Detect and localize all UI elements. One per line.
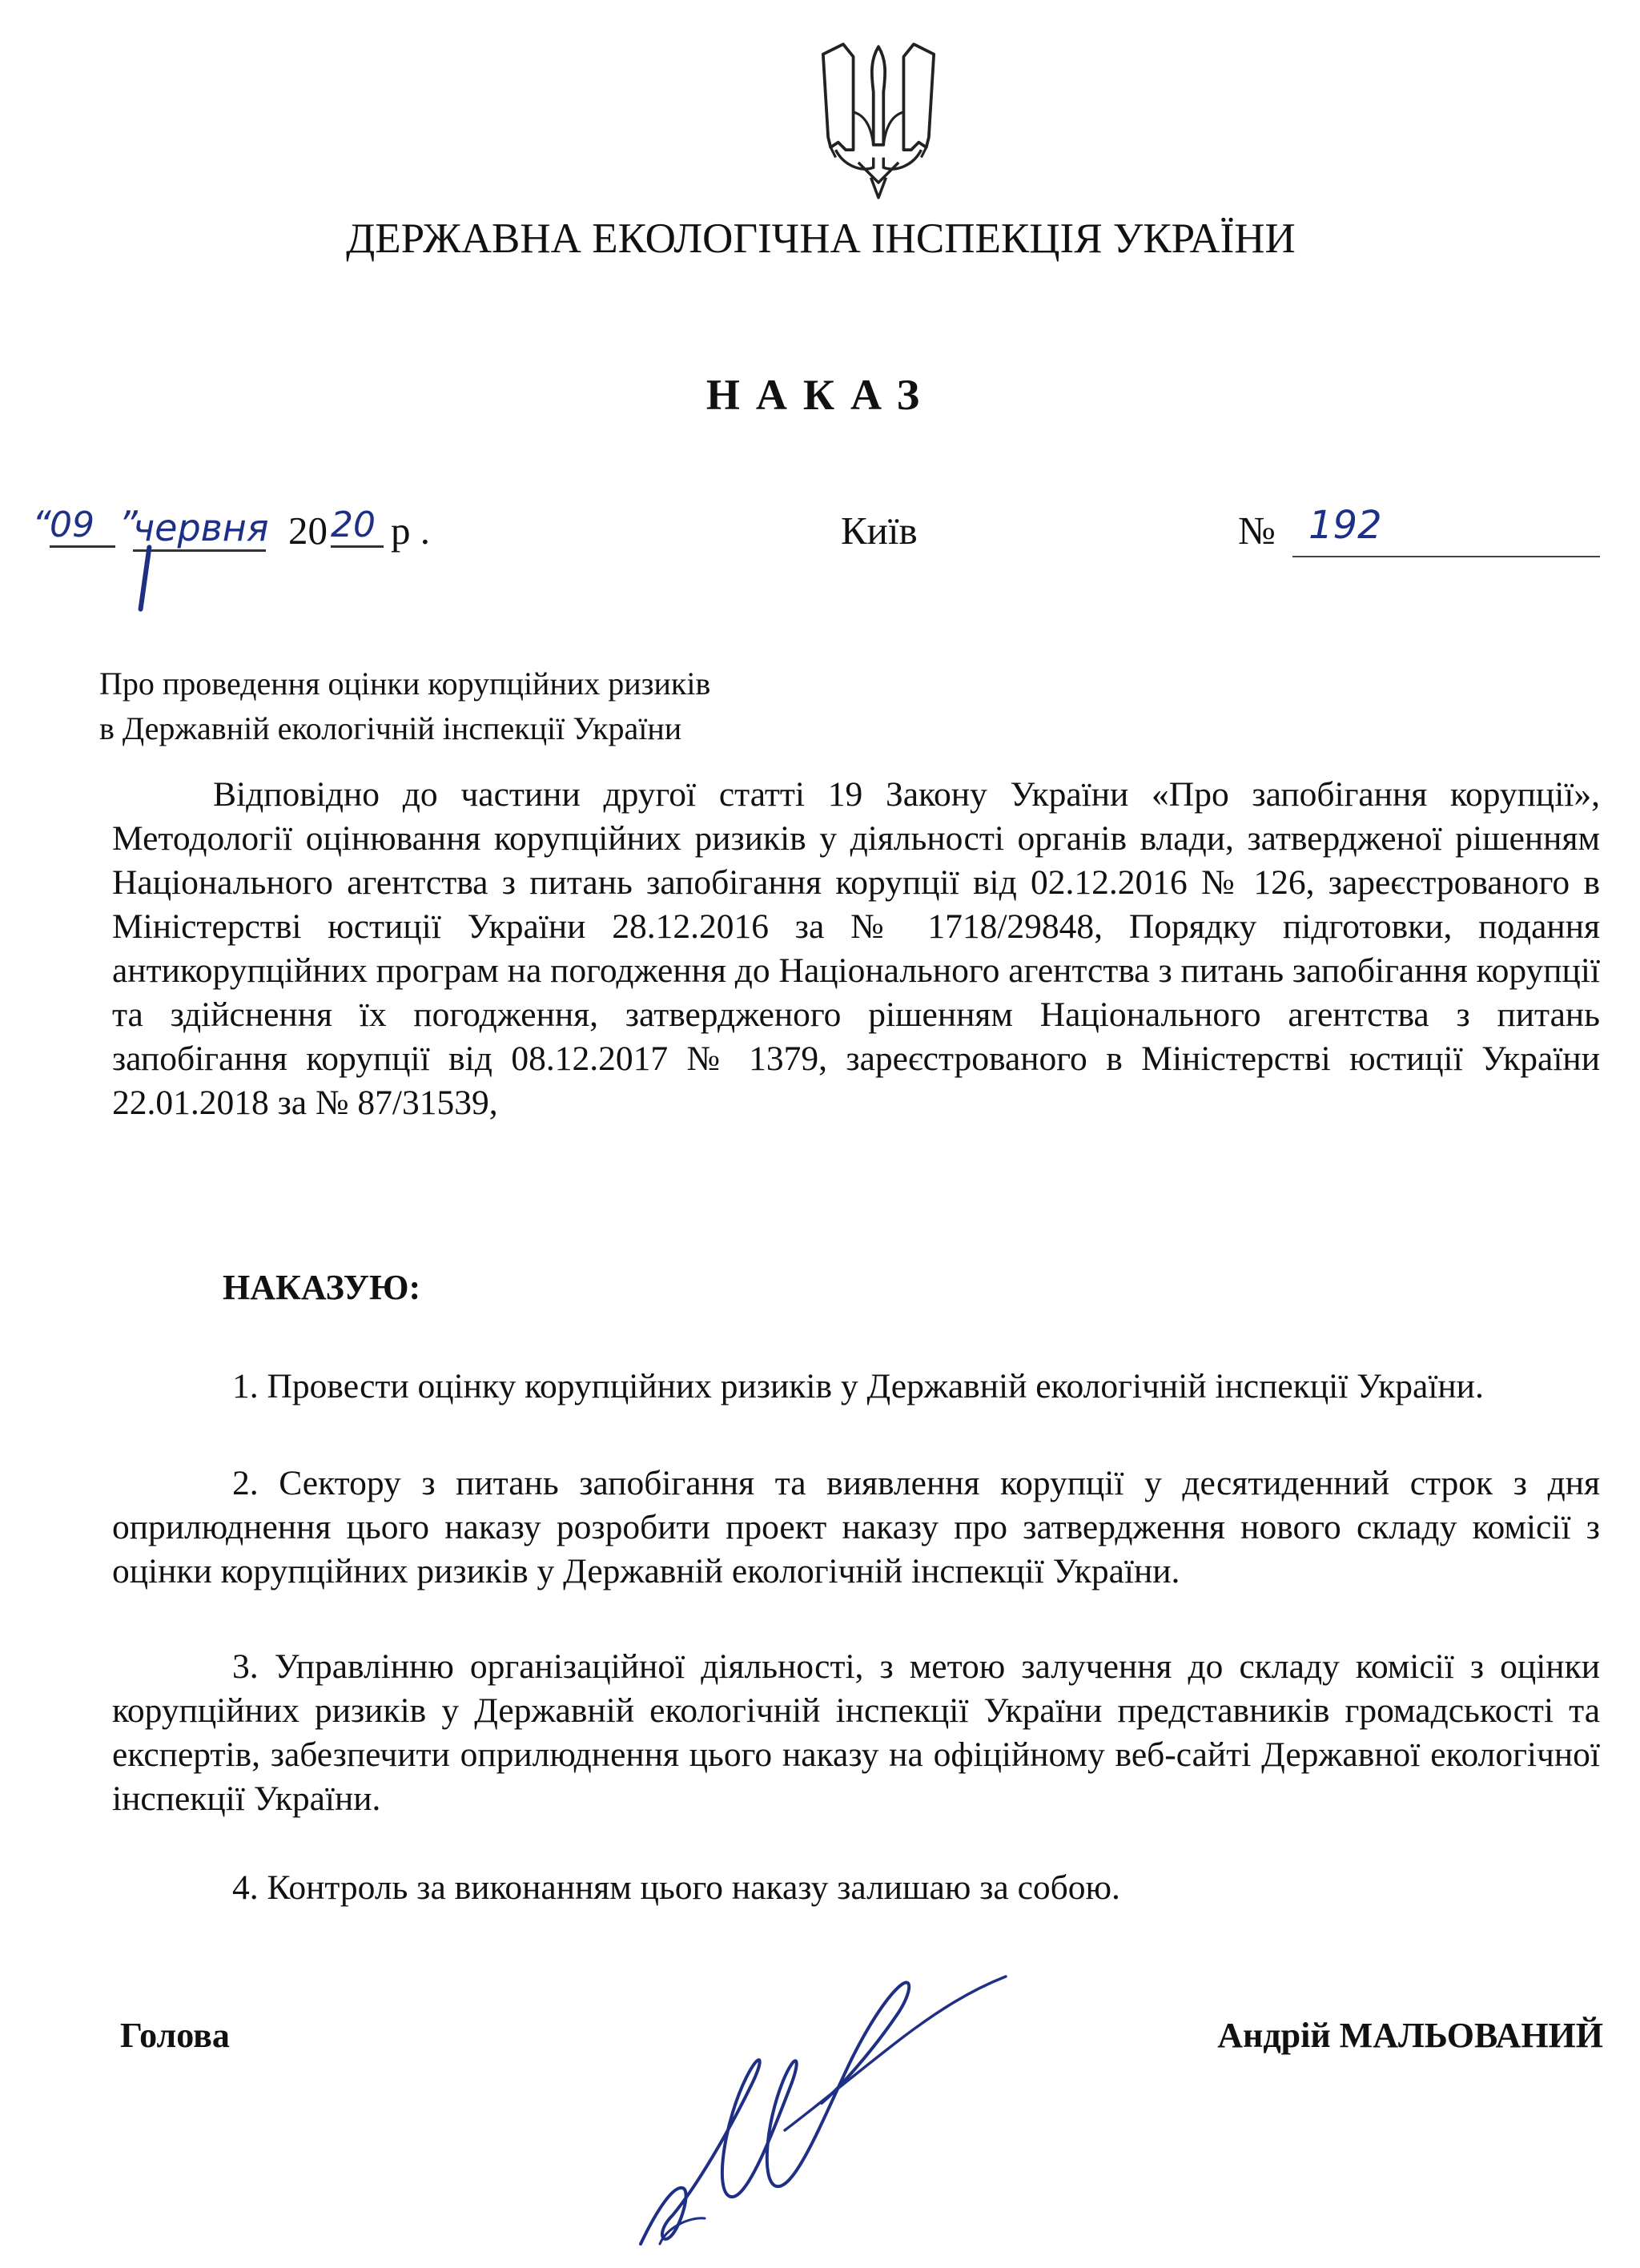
order-item: 3. Управлінню організаційної діяльності, з метою залучення до складу комісії з оцінки корупційних ризиків у Державній екологічній інспекції України представників громадськості та експертів, забезпечити оприлюднення цього наказу на офіційному веб-сайті Державної екологічної інспекції України. — [112, 1647, 1600, 1818]
order-item: 4. Контроль за виконанням цього наказу залишаю за собою. — [232, 1868, 1120, 1907]
date-year-marker: р . — [391, 509, 430, 553]
agency-name: ДЕРЖАВНА ЕКОЛОГІЧНА ІНСПЕКЦІЯ УКРАЇНИ — [346, 215, 1296, 262]
date-day: 09 — [50, 505, 115, 548]
handwritten-signature — [625, 1946, 1025, 2258]
date-month: червня — [133, 506, 266, 552]
subject-line: в Державній екологічній інспекції України — [99, 710, 682, 746]
order-item: 2. Сектору з питань запобігання та виявлення корупції у десятиденний строк з дня оприлюднення цього наказу розробити проект наказу про затвердження нового складу комісії з оцінки корупційних ризиків у Державній екологічній інспекції України. — [112, 1464, 1600, 1590]
order-subject — [99, 662, 710, 751]
order-number: 192 — [1308, 503, 1382, 548]
order-word: НАКАЗУЮ: — [223, 1268, 421, 1307]
order-number-field — [1292, 503, 1600, 557]
pen-stroke — [138, 545, 152, 612]
preamble-paragraph: Відповідно до частини другої статті 19 Закону України «Про запобігання корупції», Методології оцінювання корупційних ризиків у діяльності органів влади, затвердженої рішенням Національного агентства з питань запобігання корупції від 02.12.2016 № 126, зареєстрованого в Міністерстві юстиції України 28.12.2016 за № 1718/29848, Порядку підготовки, подання антикорупційних програм на погодження до Національного агентства з питань запобігання корупції та здійснення їх погодження, затвердженого рішенням Національного агентства з питань запобігання корупції від 08.12.2017 № 1379, зареєстрованого в Міністерстві юстиції України 22.01.2018 за № 87/31539, — [112, 775, 1601, 1122]
subject-line: Про проведення оцінки корупційних ризиків — [99, 666, 711, 702]
signatory-title: Голова — [120, 2016, 230, 2055]
trident-emblem-icon — [815, 42, 942, 200]
date-year-suffix: 20 — [331, 505, 384, 548]
date-close-quote: ” — [119, 503, 138, 546]
document-type-title: НАКАЗ — [705, 371, 936, 419]
date-open-quote: “ — [32, 503, 51, 546]
date-year-prefix: 20 — [288, 509, 328, 553]
number-sign: № — [1238, 509, 1276, 553]
signatory-name: Андрій МАЛЬОВАНИЙ — [1217, 2016, 1603, 2055]
city-name: Київ — [841, 509, 918, 553]
date-number-line — [0, 503, 1640, 575]
order-item: 1. Провести оцінку корупційних ризиків у Державній екологічній інспекції України. — [232, 1367, 1484, 1405]
